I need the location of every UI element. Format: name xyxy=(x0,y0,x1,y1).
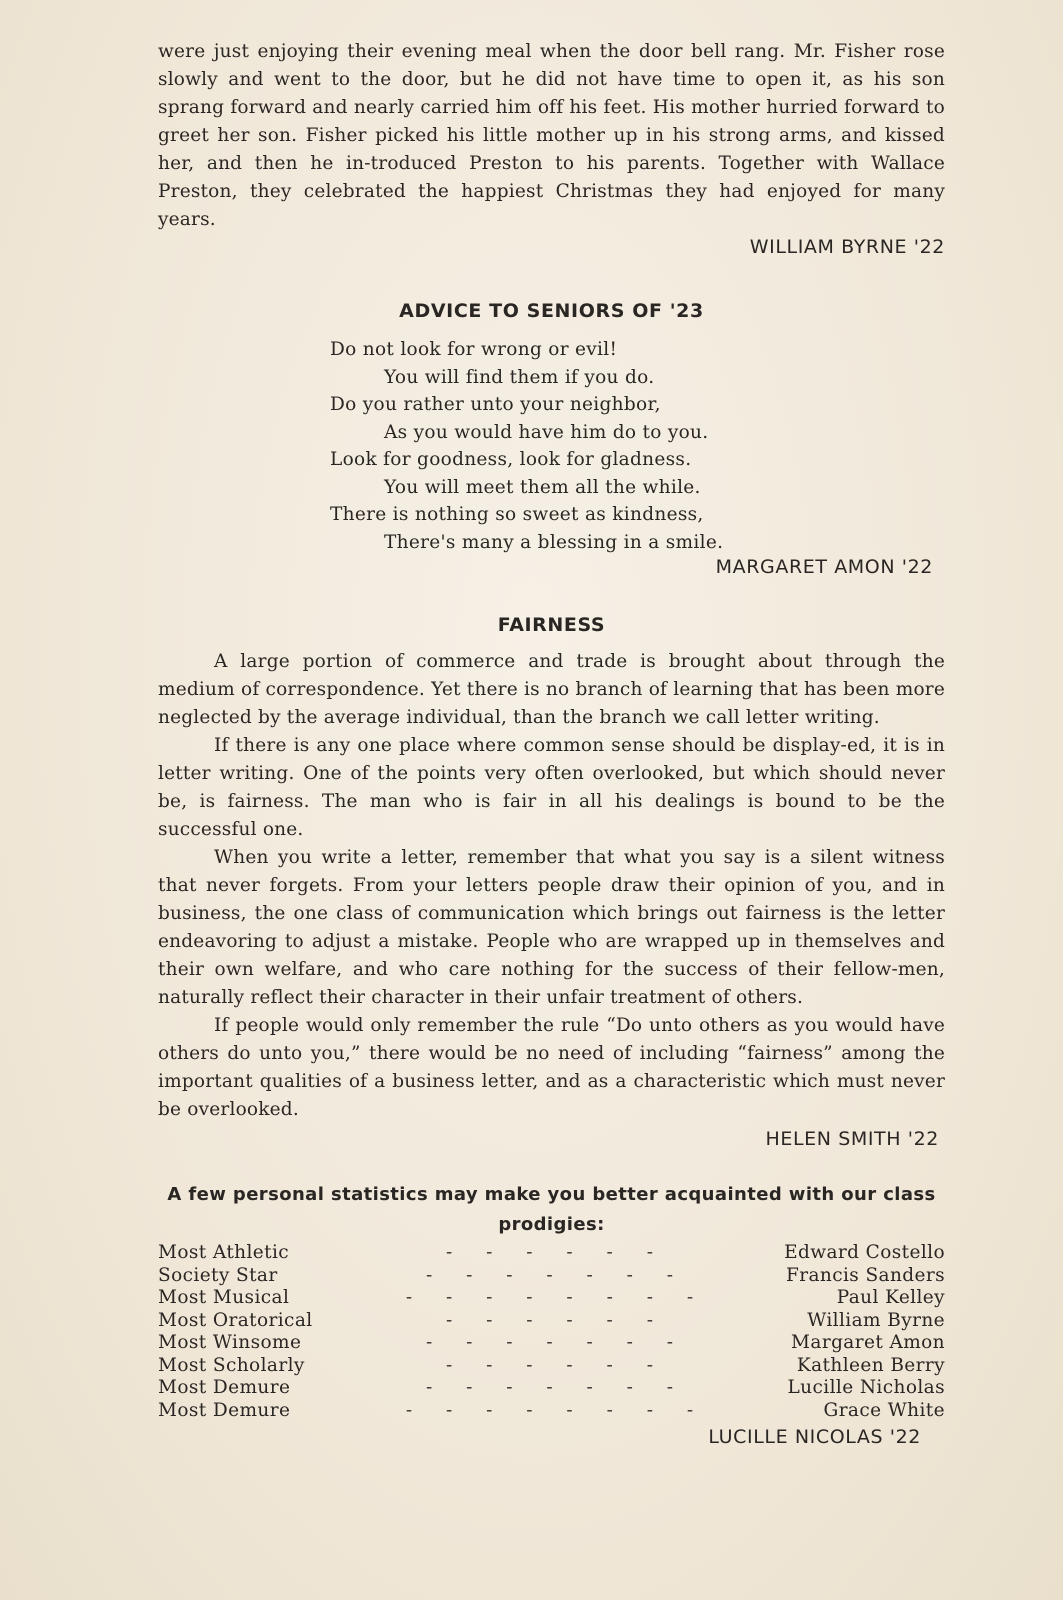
story-line: troduced Preston to his parents. Together with Wallace Preston, they xyxy=(158,153,945,202)
stats-row xyxy=(158,1287,945,1310)
stats-list xyxy=(158,1242,945,1422)
story-line: Mr. Fisher rose slowly and went to the door, but he did not have time xyxy=(158,41,945,90)
essay-paragraph: If there is any one place where common sense should be display-ed, it is in letter writing. One of the points very often overlooked, but which should never be, is fairness. The man who is fair in all his dealings is bound to be the successful one. xyxy=(158,735,945,840)
stats-leader: - - - - - - - xyxy=(425,1264,688,1286)
stats-category: Most Musical xyxy=(158,1287,290,1308)
story-author: WILLIAM BYRNE '22 xyxy=(749,236,945,258)
poem-line: Do not look for wrong or evil! xyxy=(330,339,618,360)
story-line: feet. His mother hurried forward to greet her son. Fisher picked xyxy=(158,97,945,146)
stats-category: Most Oratorical xyxy=(158,1309,313,1331)
stats-row xyxy=(158,1377,945,1400)
poem-line: Do you rather unto your neighbor, xyxy=(330,394,661,415)
poem-title: ADVICE TO SENIORS OF '23 xyxy=(399,300,704,322)
stats-name: Lucille Nicholas xyxy=(787,1377,945,1398)
stats-leader: - - - - - - xyxy=(446,1242,667,1263)
stats-section xyxy=(158,1180,945,1448)
stats-row xyxy=(158,1265,945,1288)
poem-line: There's many a blessing in a smile. xyxy=(384,531,724,553)
stats-row xyxy=(158,1332,945,1355)
story-line: to open it, as his son sprang forward and nearly carried him off his xyxy=(158,69,945,118)
poem-line: There is nothing so sweet as kindness, xyxy=(330,504,704,525)
essay-title: FAIRNESS xyxy=(497,614,606,636)
essay-paragraph: If people would only remember the rule “Do unto others as you would have others do unto you,” there would be no need of including “fairness” among the important qualities of a business letter, and as a characteristic which must never be overlooked. xyxy=(158,1015,945,1120)
essay-paragraph: When you write a letter, remember that what you say is a silent witness that never forgets. From your letters people draw their opinion of you, and in business, the one class of communication which brings out fairness is the letter endeavoring to adjust a mistake. People who are wrapped up in themselves and their own welfare, and who care nothing for the success of their fellow-men, naturally reflect their character in their unfair treatment of others. xyxy=(158,847,945,1008)
stats-intro: A few personal statistics may make you better acquainted with our class prodigies: xyxy=(167,1184,936,1235)
poem-line: You will find them if you do. xyxy=(384,366,655,388)
stats-category: Most Scholarly xyxy=(158,1354,305,1376)
poem-body xyxy=(330,336,945,556)
essay-section xyxy=(158,614,945,1150)
story-line: were just enjoying their evening meal when the door bell rang. xyxy=(158,41,786,62)
stats-category: Society Star xyxy=(158,1264,278,1286)
stats-name: Margaret Amon xyxy=(791,1332,945,1353)
stats-name: Edward Costello xyxy=(784,1242,945,1263)
stats-leader: - - - - - - - - xyxy=(405,1399,708,1421)
poem-line: You will meet them all the while. xyxy=(384,476,701,498)
stats-category: Most Demure xyxy=(158,1399,291,1421)
story-paragraph xyxy=(158,38,945,234)
poem-line: Look for goodness, look for gladness. xyxy=(330,449,692,470)
stats-leader: - - - - - - xyxy=(446,1309,667,1331)
story-ending xyxy=(158,38,945,258)
stats-name: Grace White xyxy=(823,1399,945,1421)
stats-category: Most Winsome xyxy=(158,1332,302,1353)
poem-section xyxy=(158,300,945,578)
poem-author: MARGARET AMON '22 xyxy=(715,556,933,578)
stats-row xyxy=(158,1310,945,1333)
essay-paragraph: A large portion of commerce and trade is brought about through the medium of correspondence. Yet there is no branch of learning that has been more neglected by the average individual, than the branch we call letter writing. xyxy=(158,651,945,728)
stats-name: Paul Kelley xyxy=(836,1287,945,1308)
story-line: celebrated the happiest Christmas they had enjoyed for many years. xyxy=(158,181,945,230)
stats-category: Most Demure xyxy=(158,1377,291,1398)
stats-category: Most Athletic xyxy=(158,1242,290,1263)
story-line: his little mother up in his strong arms, and kissed her, and then he in- xyxy=(158,125,945,174)
essay-author: HELEN SMITH '22 xyxy=(765,1128,939,1150)
stats-leader: - - - - - - - xyxy=(425,1377,688,1398)
stats-name: William Byrne xyxy=(807,1309,945,1331)
stats-name: Francis Sanders xyxy=(785,1264,945,1286)
stats-leader: - - - - - - xyxy=(446,1354,667,1376)
stats-name: Kathleen Berry xyxy=(796,1354,945,1376)
stats-author: LUCILLE NICOLAS '22 xyxy=(708,1426,921,1448)
stats-row xyxy=(158,1355,945,1378)
stats-row xyxy=(158,1242,945,1265)
poem-line: As you would have him do to you. xyxy=(384,421,709,443)
stats-row xyxy=(158,1400,945,1423)
stats-leader: - - - - - - - xyxy=(425,1332,688,1353)
stats-leader: - - - - - - - - xyxy=(405,1287,708,1308)
